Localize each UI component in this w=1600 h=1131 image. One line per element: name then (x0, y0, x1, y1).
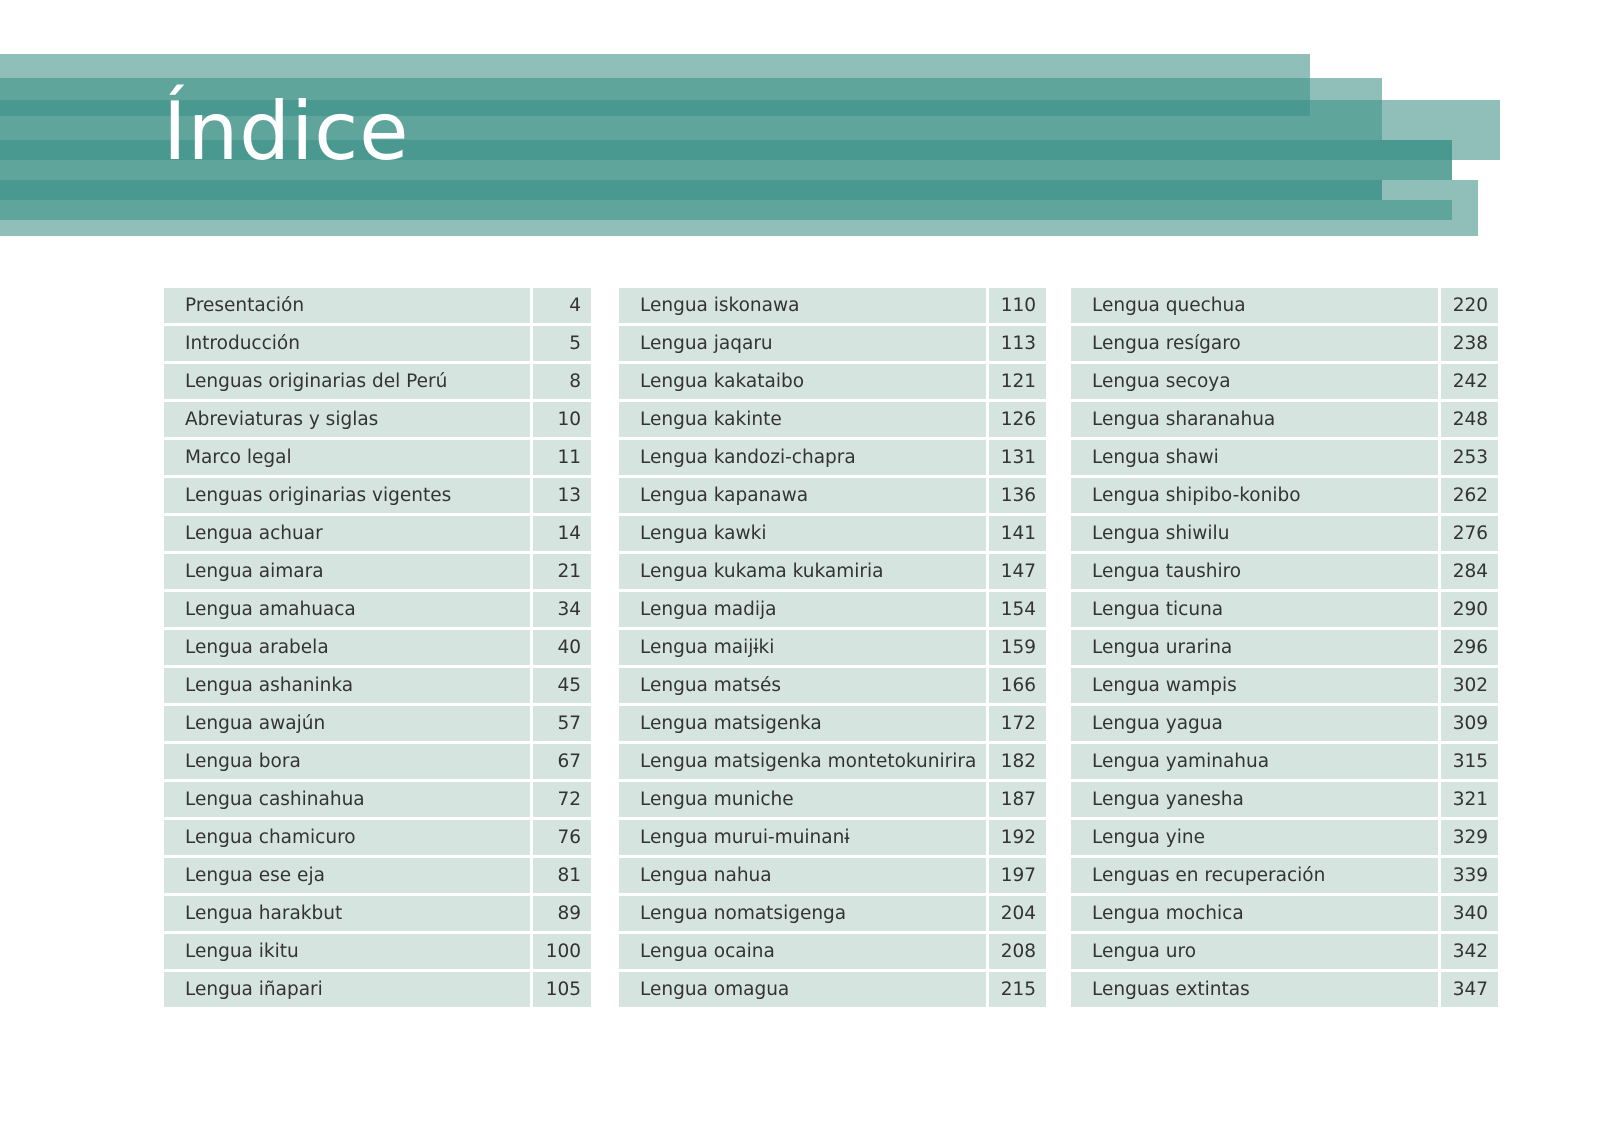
toc-entry-label: Lengua ikitu (164, 934, 530, 969)
toc-entry-page: 284 (1441, 554, 1498, 589)
toc-entry-page: 302 (1441, 668, 1498, 703)
toc-entry-label: Lengua iskonawa (619, 288, 986, 323)
toc-row[interactable] (619, 820, 1046, 855)
toc-entry-page: 76 (533, 820, 591, 855)
toc-entry-label: Lengua ocaina (619, 934, 986, 969)
toc-entry-label: Lenguas en recuperación (1071, 858, 1438, 893)
toc-entry-label: Lengua uro (1071, 934, 1438, 969)
toc-row[interactable] (619, 934, 1046, 969)
toc-entry-page: 100 (533, 934, 591, 969)
toc-row[interactable] (1071, 440, 1498, 475)
toc-entry-page: 340 (1441, 896, 1498, 931)
toc-row[interactable] (164, 706, 591, 741)
page-title: Índice (163, 85, 410, 178)
toc-row[interactable] (1071, 744, 1498, 779)
toc-entry-label: Lengua nomatsigenga (619, 896, 986, 931)
toc-entry-label: Lengua iñapari (164, 972, 530, 1007)
toc-entry-label: Lengua ticuna (1071, 592, 1438, 627)
toc-row[interactable] (619, 668, 1046, 703)
toc-entry-page: 57 (533, 706, 591, 741)
toc-row[interactable] (1071, 630, 1498, 665)
toc-row[interactable] (1071, 554, 1498, 589)
toc-row[interactable] (164, 516, 591, 551)
toc-row[interactable] (164, 326, 591, 361)
toc-row[interactable] (619, 744, 1046, 779)
toc-entry-page: 339 (1441, 858, 1498, 893)
banner-stripe (0, 220, 1478, 236)
toc-row[interactable] (619, 592, 1046, 627)
toc-column-3 (1071, 288, 1498, 1010)
toc-row[interactable] (164, 896, 591, 931)
toc-entry-page: 21 (533, 554, 591, 589)
banner-stripe (1310, 78, 1382, 100)
toc-row[interactable] (619, 440, 1046, 475)
toc-row[interactable] (619, 896, 1046, 931)
toc-row[interactable] (164, 820, 591, 855)
toc-entry-page: 45 (533, 668, 591, 703)
toc-row[interactable] (619, 972, 1046, 1007)
toc-entry-label: Lenguas extintas (1071, 972, 1438, 1007)
toc-row[interactable] (1071, 402, 1498, 437)
toc-entry-label: Lengua madija (619, 592, 986, 627)
toc-row[interactable] (1071, 364, 1498, 399)
toc-row[interactable] (619, 554, 1046, 589)
toc-entry-page: 67 (533, 744, 591, 779)
banner-stripe (1382, 140, 1452, 160)
toc-row[interactable] (1071, 516, 1498, 551)
toc-entry-page: 13 (533, 478, 591, 513)
toc-row[interactable] (164, 554, 591, 589)
toc-entry-page: 126 (989, 402, 1046, 437)
toc-row[interactable] (1071, 592, 1498, 627)
toc-entry-page: 329 (1441, 820, 1498, 855)
toc-entry-label: Lengua bora (164, 744, 530, 779)
banner-stripe (0, 180, 1382, 200)
toc-entry-label: Lengua matsés (619, 668, 986, 703)
toc-row[interactable] (1071, 782, 1498, 817)
toc-entry-page: 121 (989, 364, 1046, 399)
toc-entry-label: Lengua nahua (619, 858, 986, 893)
toc-entry-page: 136 (989, 478, 1046, 513)
toc-row[interactable] (1071, 478, 1498, 513)
toc-entry-label: Lengua aimara (164, 554, 530, 589)
toc-row[interactable] (164, 668, 591, 703)
toc-row[interactable] (164, 972, 591, 1007)
toc-entry-label: Lengua shawi (1071, 440, 1438, 475)
toc-entry-page: 342 (1441, 934, 1498, 969)
toc-entry-page: 197 (989, 858, 1046, 893)
toc-entry-page: 321 (1441, 782, 1498, 817)
toc-entry-page: 262 (1441, 478, 1498, 513)
toc-entry-label: Introducción (164, 326, 530, 361)
toc-entry-page: 4 (533, 288, 591, 323)
toc-entry-label: Lengua mochica (1071, 896, 1438, 931)
toc-row[interactable] (164, 630, 591, 665)
toc-entry-label: Lengua omagua (619, 972, 986, 1007)
toc-entry-page: 110 (989, 288, 1046, 323)
toc-row[interactable] (1071, 326, 1498, 361)
toc-entry-label: Lengua yine (1071, 820, 1438, 855)
banner-stripe (0, 200, 1452, 220)
toc-entry-page: 290 (1441, 592, 1498, 627)
toc-row[interactable] (1071, 668, 1498, 703)
toc-entry-page: 11 (533, 440, 591, 475)
toc-entry-page: 347 (1441, 972, 1498, 1007)
toc-row[interactable] (619, 478, 1046, 513)
toc-entry-label: Lengua yanesha (1071, 782, 1438, 817)
toc-entry-page: 309 (1441, 706, 1498, 741)
toc-entry-label: Lengua kawki (619, 516, 986, 551)
toc-entry-page: 208 (989, 934, 1046, 969)
toc-entry-label: Lengua wampis (1071, 668, 1438, 703)
toc-entry-page: 113 (989, 326, 1046, 361)
toc-entry-label: Lengua shipibo-konibo (1071, 478, 1438, 513)
toc-entry-page: 242 (1441, 364, 1498, 399)
toc-entry-label: Lengua kakataibo (619, 364, 986, 399)
toc-entry-label: Lengua murui-muinanɨ (619, 820, 986, 855)
toc-row[interactable] (619, 516, 1046, 551)
toc-entry-page: 248 (1441, 402, 1498, 437)
toc-row[interactable] (164, 744, 591, 779)
toc-entry-page: 81 (533, 858, 591, 893)
toc-row[interactable] (164, 782, 591, 817)
toc-entry-label: Lengua yagua (1071, 706, 1438, 741)
toc-entry-page: 276 (1441, 516, 1498, 551)
toc-row[interactable] (164, 402, 591, 437)
toc-entry-label: Lengua ashaninka (164, 668, 530, 703)
toc-entry-label: Lengua secoya (1071, 364, 1438, 399)
toc-entry-page: 8 (533, 364, 591, 399)
toc-entry-page: 166 (989, 668, 1046, 703)
toc-entry-page: 89 (533, 896, 591, 931)
toc-row[interactable] (164, 592, 591, 627)
toc-entry-label: Lengua yaminahua (1071, 744, 1438, 779)
toc-entry-label: Lengua ese eja (164, 858, 530, 893)
toc-entry-page: 296 (1441, 630, 1498, 665)
toc-entry-page: 204 (989, 896, 1046, 931)
toc-row[interactable] (164, 858, 591, 893)
toc-entry-label: Lengua shiwilu (1071, 516, 1438, 551)
toc-entry-page: 105 (533, 972, 591, 1007)
toc-entry-label: Lengua achuar (164, 516, 530, 551)
toc-entry-label: Lenguas originarias del Perú (164, 364, 530, 399)
toc-entry-label: Lengua awajún (164, 706, 530, 741)
toc-row[interactable] (619, 326, 1046, 361)
toc-entry-page: 147 (989, 554, 1046, 589)
toc-entry-page: 5 (533, 326, 591, 361)
toc-entry-label: Lengua urarina (1071, 630, 1438, 665)
toc-entry-label: Lengua cashinahua (164, 782, 530, 817)
toc-entry-label: Lengua matsigenka montetokunirira (619, 744, 986, 779)
toc-row[interactable] (164, 364, 591, 399)
toc-entry-label: Lengua muniche (619, 782, 986, 817)
toc-entry-label: Lengua maijɨki (619, 630, 986, 665)
toc-entry-page: 215 (989, 972, 1046, 1007)
toc-entry-page: 238 (1441, 326, 1498, 361)
toc-entry-page: 34 (533, 592, 591, 627)
toc-entry-label: Lengua jaqaru (619, 326, 986, 361)
toc-entry-label: Lengua arabela (164, 630, 530, 665)
toc-entry-page: 14 (533, 516, 591, 551)
toc-entry-page: 154 (989, 592, 1046, 627)
toc-entry-page: 159 (989, 630, 1046, 665)
toc-entry-page: 315 (1441, 744, 1498, 779)
toc-row[interactable] (619, 782, 1046, 817)
toc-entry-label: Lengua amahuaca (164, 592, 530, 627)
toc-row[interactable] (1071, 896, 1498, 931)
toc-entry-label: Lengua kandozi-chapra (619, 440, 986, 475)
toc-entry-page: 187 (989, 782, 1046, 817)
toc-row[interactable] (619, 858, 1046, 893)
toc-row[interactable] (164, 288, 591, 323)
toc-row[interactable] (164, 440, 591, 475)
banner-stripe (0, 54, 1310, 78)
toc-row[interactable] (1071, 858, 1498, 893)
toc-row[interactable] (1071, 706, 1498, 741)
toc-entry-label: Lengua kapanawa (619, 478, 986, 513)
toc-entry-label: Lengua quechua (1071, 288, 1438, 323)
toc-row[interactable] (1071, 934, 1498, 969)
toc-entry-label: Marco legal (164, 440, 530, 475)
toc-row[interactable] (1071, 288, 1498, 323)
toc-entry-page: 220 (1441, 288, 1498, 323)
toc-entry-label: Lengua resígaro (1071, 326, 1438, 361)
toc-row[interactable] (619, 288, 1046, 323)
toc-entry-label: Lengua kukama kukamiria (619, 554, 986, 589)
toc-entry-label: Lengua matsigenka (619, 706, 986, 741)
toc-row[interactable] (619, 402, 1046, 437)
toc-entry-label: Lenguas originarias vigentes (164, 478, 530, 513)
toc-column-2 (619, 288, 1046, 1010)
toc-row[interactable] (619, 630, 1046, 665)
toc-row[interactable] (164, 478, 591, 513)
toc-entry-page: 182 (989, 744, 1046, 779)
toc-entry-label: Lengua kakinte (619, 402, 986, 437)
toc-row[interactable] (619, 706, 1046, 741)
banner-stripe (1382, 180, 1478, 200)
toc-row[interactable] (164, 934, 591, 969)
toc-column-1 (164, 288, 591, 1010)
toc-entry-label: Lengua chamicuro (164, 820, 530, 855)
toc-entry-page: 131 (989, 440, 1046, 475)
toc-entry-page: 72 (533, 782, 591, 817)
toc-row[interactable] (619, 364, 1046, 399)
toc-entry-label: Lengua taushiro (1071, 554, 1438, 589)
toc-entry-label: Lengua sharanahua (1071, 402, 1438, 437)
toc-entry-page: 172 (989, 706, 1046, 741)
toc-row[interactable] (1071, 820, 1498, 855)
toc-entry-page: 141 (989, 516, 1046, 551)
toc-entry-page: 40 (533, 630, 591, 665)
toc-entry-label: Abreviaturas y siglas (164, 402, 530, 437)
toc-entry-page: 253 (1441, 440, 1498, 475)
toc-entry-page: 10 (533, 402, 591, 437)
toc-entry-label: Presentación (164, 288, 530, 323)
toc-row[interactable] (1071, 972, 1498, 1007)
toc-entry-label: Lengua harakbut (164, 896, 530, 931)
toc-entry-page: 192 (989, 820, 1046, 855)
banner-stripe (1452, 200, 1478, 220)
